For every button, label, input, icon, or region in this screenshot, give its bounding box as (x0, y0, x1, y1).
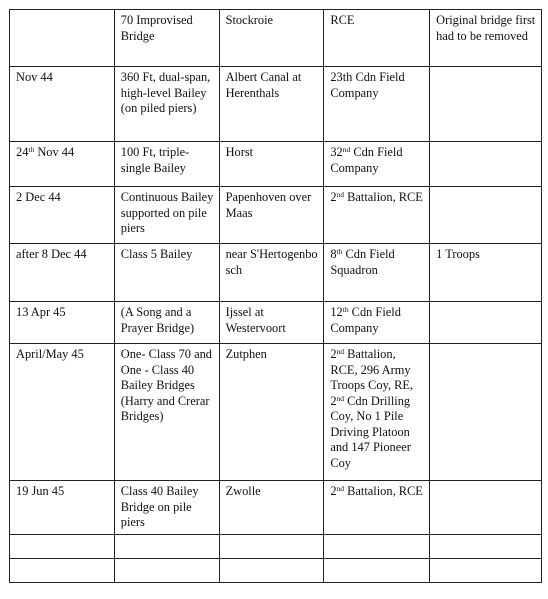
table-row (10, 142, 542, 187)
empty-cell (219, 559, 324, 583)
table-row (10, 244, 542, 302)
empty-cell (324, 535, 430, 559)
table-row (10, 187, 542, 244)
table-header-row (10, 10, 542, 67)
empty-cell (430, 559, 542, 583)
unit-name: Cdn Field Company (330, 145, 403, 175)
date-cell: April/May 45 (10, 344, 115, 481)
empty-cell (114, 559, 219, 583)
bridge-cell: Class 5 Bailey (114, 244, 219, 302)
unit-cell (324, 481, 430, 535)
empty-cell (10, 559, 115, 583)
bridge-cell: 100 Ft, triple-single Bailey (114, 142, 219, 187)
unit-ordinal: nd (336, 190, 345, 199)
header-cell-bridge: 70 Improvised Bridge (114, 10, 219, 67)
date-cell: Nov 44 (10, 67, 115, 142)
bridge-cell: Class 40 Bailey Bridge on pile piers (114, 481, 219, 535)
bridge-cell: (A Song and a Prayer Bridge) (114, 302, 219, 344)
unit-name: Battalion, RCE, 296 Army Troops Coy, RE, (330, 347, 414, 392)
bridges-table (9, 9, 542, 583)
removed-cell (430, 302, 542, 344)
empty-cell (219, 535, 324, 559)
location-cell: Ijssel at Westervoort (219, 302, 324, 344)
unit-number: 2 (330, 347, 337, 361)
unit-name: Battalion, RCE (344, 484, 423, 498)
bridge-cell: Continuous Bailey supported on pile piers (114, 187, 219, 244)
date-ordinal: th (28, 145, 35, 154)
unit-ordinal: nd (342, 145, 351, 154)
date-cell: 19 Jun 45 (10, 481, 115, 535)
unit-number: 8 (330, 247, 337, 261)
table-row (10, 481, 542, 535)
bridge-cell: One- Class 70 and One - Class 40 Bailey Bridges (Harry and Crerar Bridges) (114, 344, 219, 481)
removed-cell (430, 142, 542, 187)
unit-cell (324, 244, 430, 302)
date-cell: 13 Apr 45 (10, 302, 115, 344)
location-cell: Albert Canal at Herenthals (219, 67, 324, 142)
date-cell (10, 142, 115, 187)
header-cell-unit: RCE (324, 10, 430, 67)
unit-ordinal: nd (336, 393, 345, 403)
removed-cell (430, 344, 542, 481)
unit-name: Cdn Field Company (330, 305, 401, 335)
date-cell: after 8 Dec 44 (10, 244, 115, 302)
unit-number: 12 (330, 305, 343, 319)
empty-cell (324, 559, 430, 583)
location-cell: Zutphen (219, 344, 324, 481)
table-row (10, 302, 542, 344)
unit-cell (324, 187, 430, 244)
unit-name: Cdn Drilling Coy, No 1 Pile Driving Platoon and 147 Pioneer Coy (330, 393, 411, 470)
header-cell-date (10, 10, 115, 67)
unit-number: 2 (330, 484, 337, 498)
unit-number: 32 (330, 145, 343, 159)
date-rest: Nov 44 (34, 145, 75, 159)
removed-cell (430, 481, 542, 535)
unit-name: Battalion, RCE (344, 190, 423, 204)
unit-number: 2 (330, 190, 337, 204)
unit-ordinal: nd (336, 347, 345, 356)
location-cell: Horst (219, 142, 324, 187)
table-row (10, 67, 542, 142)
unit-cell (324, 344, 430, 481)
unit-ordinal: nd (336, 484, 345, 493)
date-cell: 2 Dec 44 (10, 187, 115, 244)
unit-cell (324, 142, 430, 187)
header-cell-location: Stockroie (219, 10, 324, 67)
unit-number: 2 (330, 393, 337, 408)
table-row (10, 344, 542, 481)
empty-table-row (10, 559, 542, 583)
empty-cell (10, 535, 115, 559)
removed-cell (430, 67, 542, 142)
unit-name: Cdn Field Squadron (330, 247, 395, 277)
removed-cell (430, 187, 542, 244)
unit-cell (324, 302, 430, 344)
empty-cell (114, 535, 219, 559)
unit-cell: 23th Cdn Field Company (324, 67, 430, 142)
location-cell: Papenhoven over Maas (219, 187, 324, 244)
header-cell-removed: Original bridge first had to be removed (430, 10, 542, 67)
unit-ordinal: th (336, 247, 343, 256)
bridge-cell: 360 Ft, dual-span, high-level Bailey (on piled piers) (114, 67, 219, 142)
removed-cell: 1 Troops (430, 244, 542, 302)
empty-table-row (10, 535, 542, 559)
location-cell: near S'Hertogenbosch (219, 244, 324, 302)
unit-ordinal: th (342, 305, 349, 314)
empty-cell (430, 535, 542, 559)
date-day: 24 (16, 145, 29, 159)
location-cell: Zwolle (219, 481, 324, 535)
